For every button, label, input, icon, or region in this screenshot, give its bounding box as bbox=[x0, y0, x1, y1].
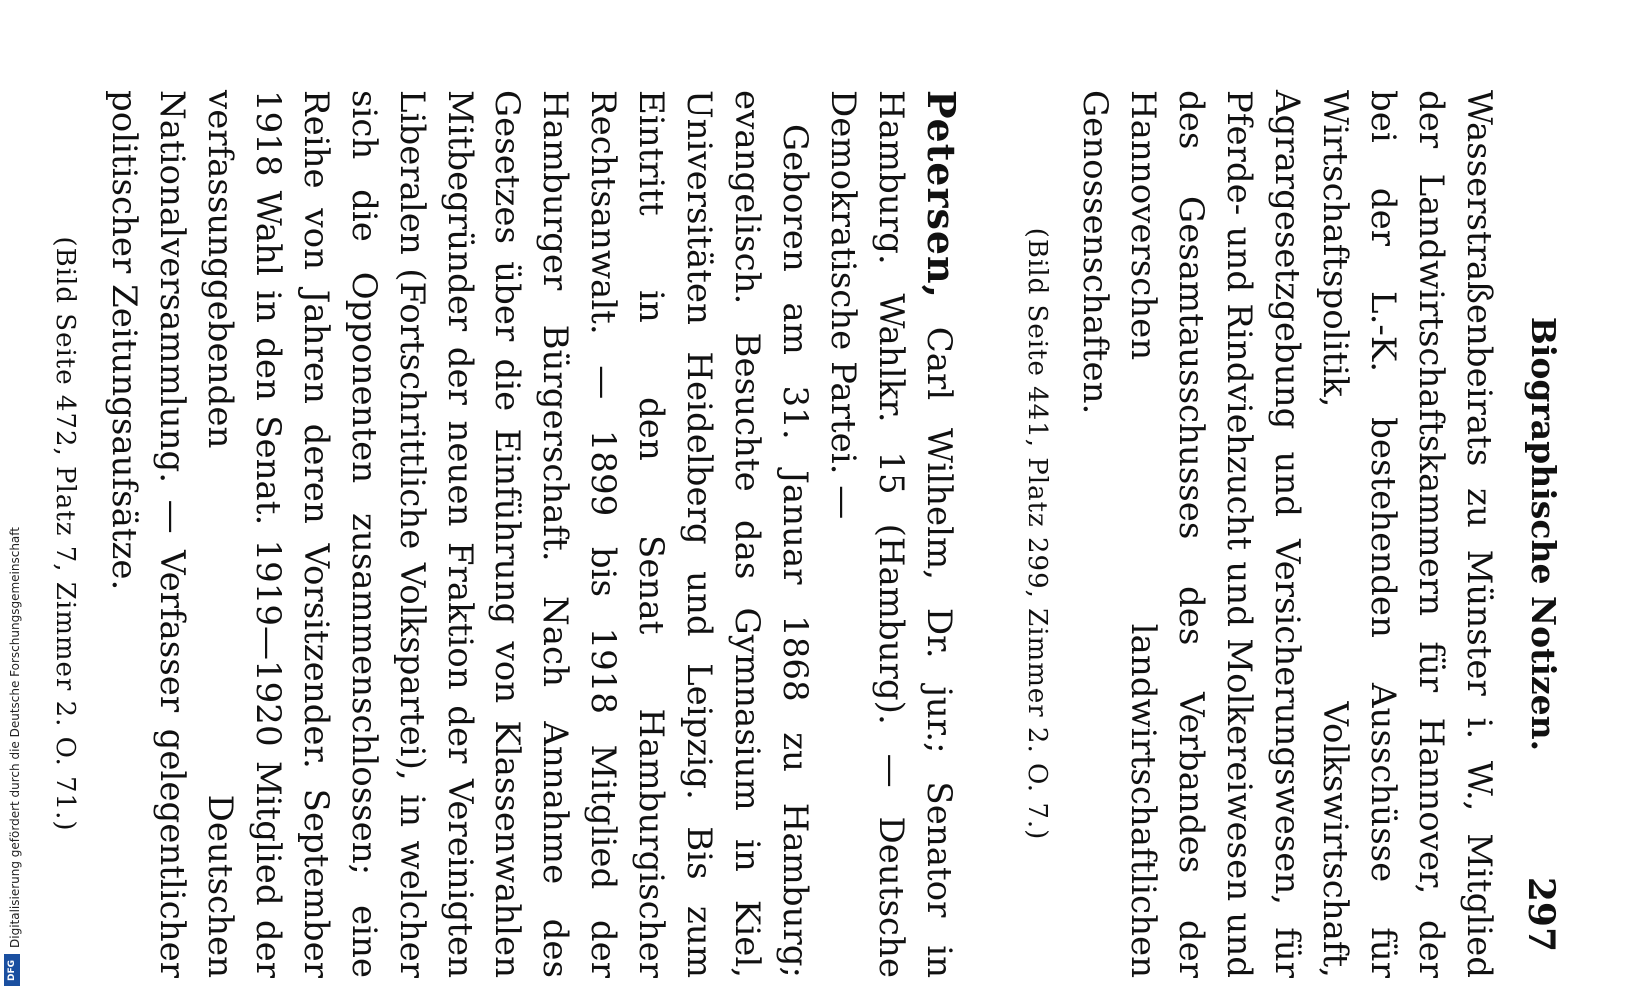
entry-petersen bbox=[46, 90, 968, 978]
dfg-logo-icon: DFG bbox=[4, 954, 20, 986]
entry-caption: (Bild Seite 472, Platz 7, Zimmer 2. O. 71.) bbox=[50, 236, 81, 832]
running-title: Biographische Notizen. bbox=[1524, 316, 1563, 752]
entry-name: Petersen, bbox=[918, 90, 964, 299]
digitization-footer bbox=[6, 518, 24, 948]
page-number: 297 bbox=[1520, 876, 1562, 952]
intro-paragraph: Wasserstraßenbeirats zu Münster i. W., Mitglied der Landwirtschaftskammern für Hannover, der bei der L.-K. bestehenden Ausschüsse für Wirtschaftspolitik, Volkswirtschaft, Agrargesetzgebung und Versicherungswesen, für Pferde- und Rindviehzucht und Molkereiwesen und des Gesamtausschusses des Verbandes der Hannoverschen landwirtschaftlichen Genossenschaften. bbox=[1075, 90, 1499, 978]
page-header bbox=[1502, 90, 1566, 978]
footer-credit: Digitalisierung gefördert durch die Deutsche Forschungsgemeinschaft bbox=[8, 526, 22, 948]
entry-body: Geboren am 31. Januar 1868 zu Hamburg; evangelisch. Besuchte das Gymnasium in Kiel, Universitäten Heidelberg und Leipzig. Bis zum Eintritt in den Senat Hamburgischer Rechtsanwalt. — 1899 bis 1918 Mitglied der Hamburger Bürgerschaft. Nach Annahme des Gesetzes über die Einführung von Klassenwahlen Mitbegründer der neuen Fraktion der Vereinigten Liberalen (Fortschrittliche Volkspartei), in welcher sich die Opponenten zusammenschlossen; eine Reihe von Jahren deren Vorsitzender. September 1918 Wahl in den Senat. 1919—1920 Mitglied der verfassunggebenden Deutschen Nationalversammlung. — Verfasser gelegentlicher politischer Zeitungsaufsätze. bbox=[103, 90, 816, 978]
intro-caption: (Bild Seite 441, Platz 299, Zimmer 2. O. 7.) bbox=[1021, 227, 1052, 841]
entry-heading bbox=[818, 90, 968, 978]
entry-head-text: Carl Wilhelm, Dr. jur.; Senator in Hamburg. Wahlkr. 15 (Hamburg). — Deutsche Demokratische Partei. — bbox=[823, 90, 959, 978]
document-page bbox=[40, 0, 1600, 1000]
